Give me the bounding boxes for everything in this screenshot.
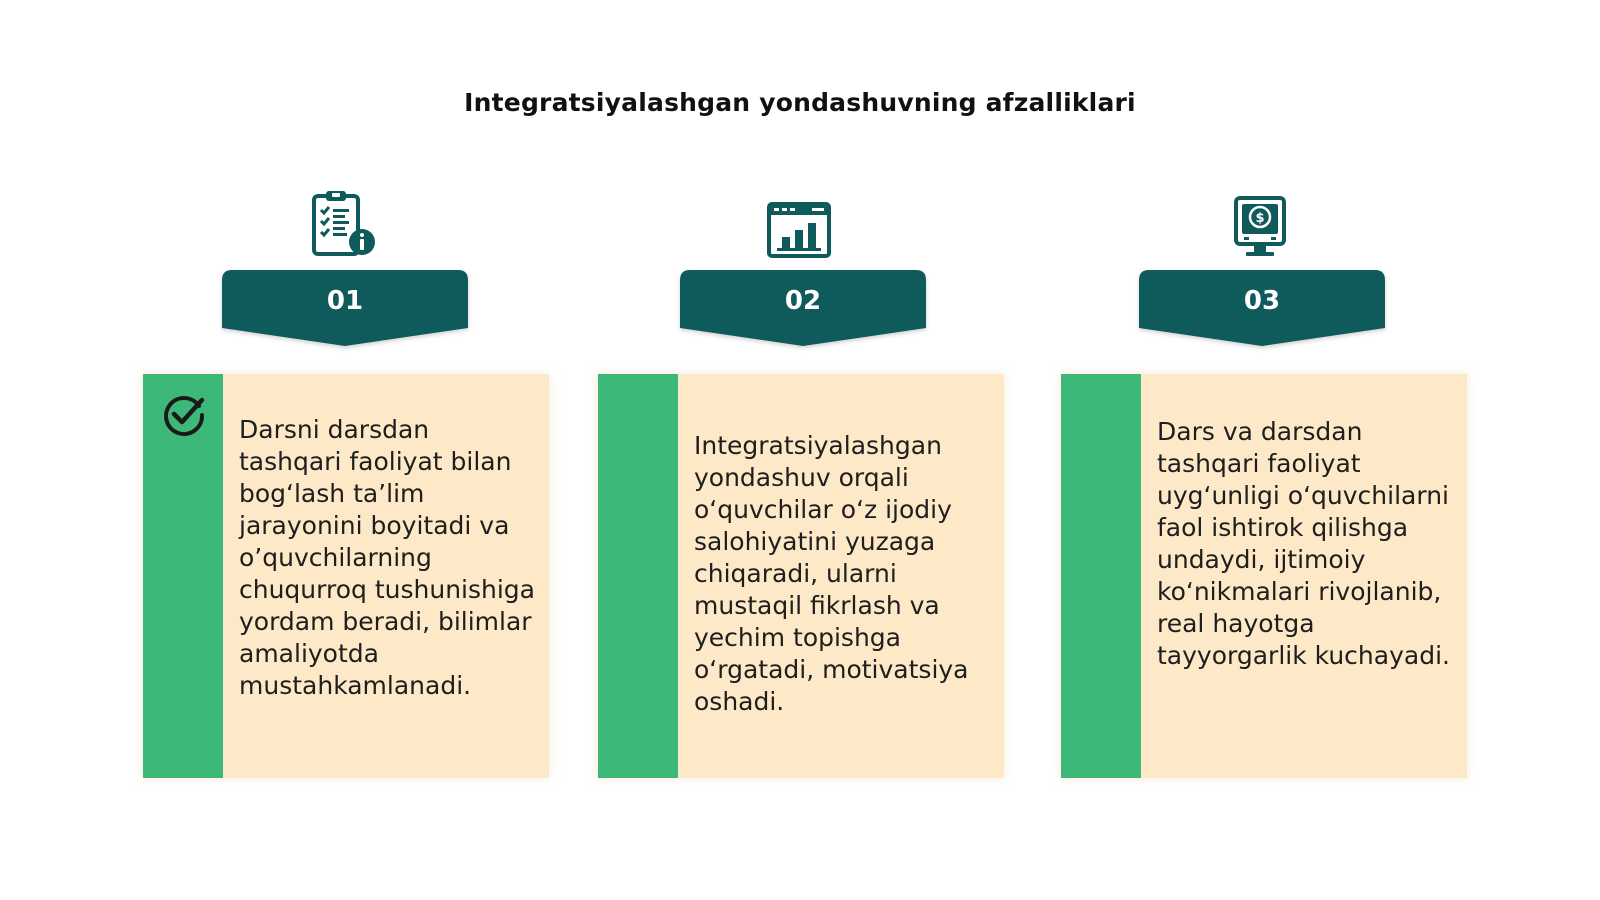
benefit-text: Dars va darsdan tashqari faoliyat uyg‘unligi o‘quvchilarni faol ishtirok qilishga undaydi, ijtimoiy ko‘nikmalari rivojlanib, real hayotga tayyorgarlik kuchayadi.	[1157, 417, 1450, 670]
card-stripe	[1061, 374, 1141, 778]
number-label: 03	[1243, 286, 1281, 316]
card-stripe	[598, 374, 678, 778]
number-badge-01	[222, 270, 468, 350]
monitor-dollar-icon	[1226, 192, 1298, 264]
clipboard-checklist-info-icon	[308, 188, 380, 260]
benefit-card-3	[1061, 374, 1467, 778]
number-badge-03	[1139, 270, 1385, 350]
page-title: Integratsiyalashgan yondashuvning afzalliklari	[464, 88, 1136, 117]
number-label: 02	[784, 286, 822, 316]
number-badge-02	[680, 270, 926, 350]
benefit-text: Integratsiyalashgan yondashuv orqali o‘quvchilar o‘z ijodiy salohiyatini yuzaga chiqaradi, ularni mustaqil fikrlash va yechim topishga o‘rgatadi, motivatsiya oshadi.	[694, 431, 969, 716]
bar-chart-window-icon	[764, 194, 836, 266]
svg-text:$: $	[1255, 211, 1265, 226]
benefit-card-1	[143, 374, 549, 778]
benefit-card-2	[598, 374, 1004, 778]
benefit-text: Darsni darsdan tashqari faoliyat bilan bog‘lash ta’lim jarayonini boyitadi va o’quvchilarning chuqurroq tushunishiga yordam beradi, bilimlar amaliyotda mustahkamlanadi.	[239, 415, 535, 700]
number-label: 01	[326, 286, 364, 316]
check-circle-icon	[161, 392, 207, 438]
